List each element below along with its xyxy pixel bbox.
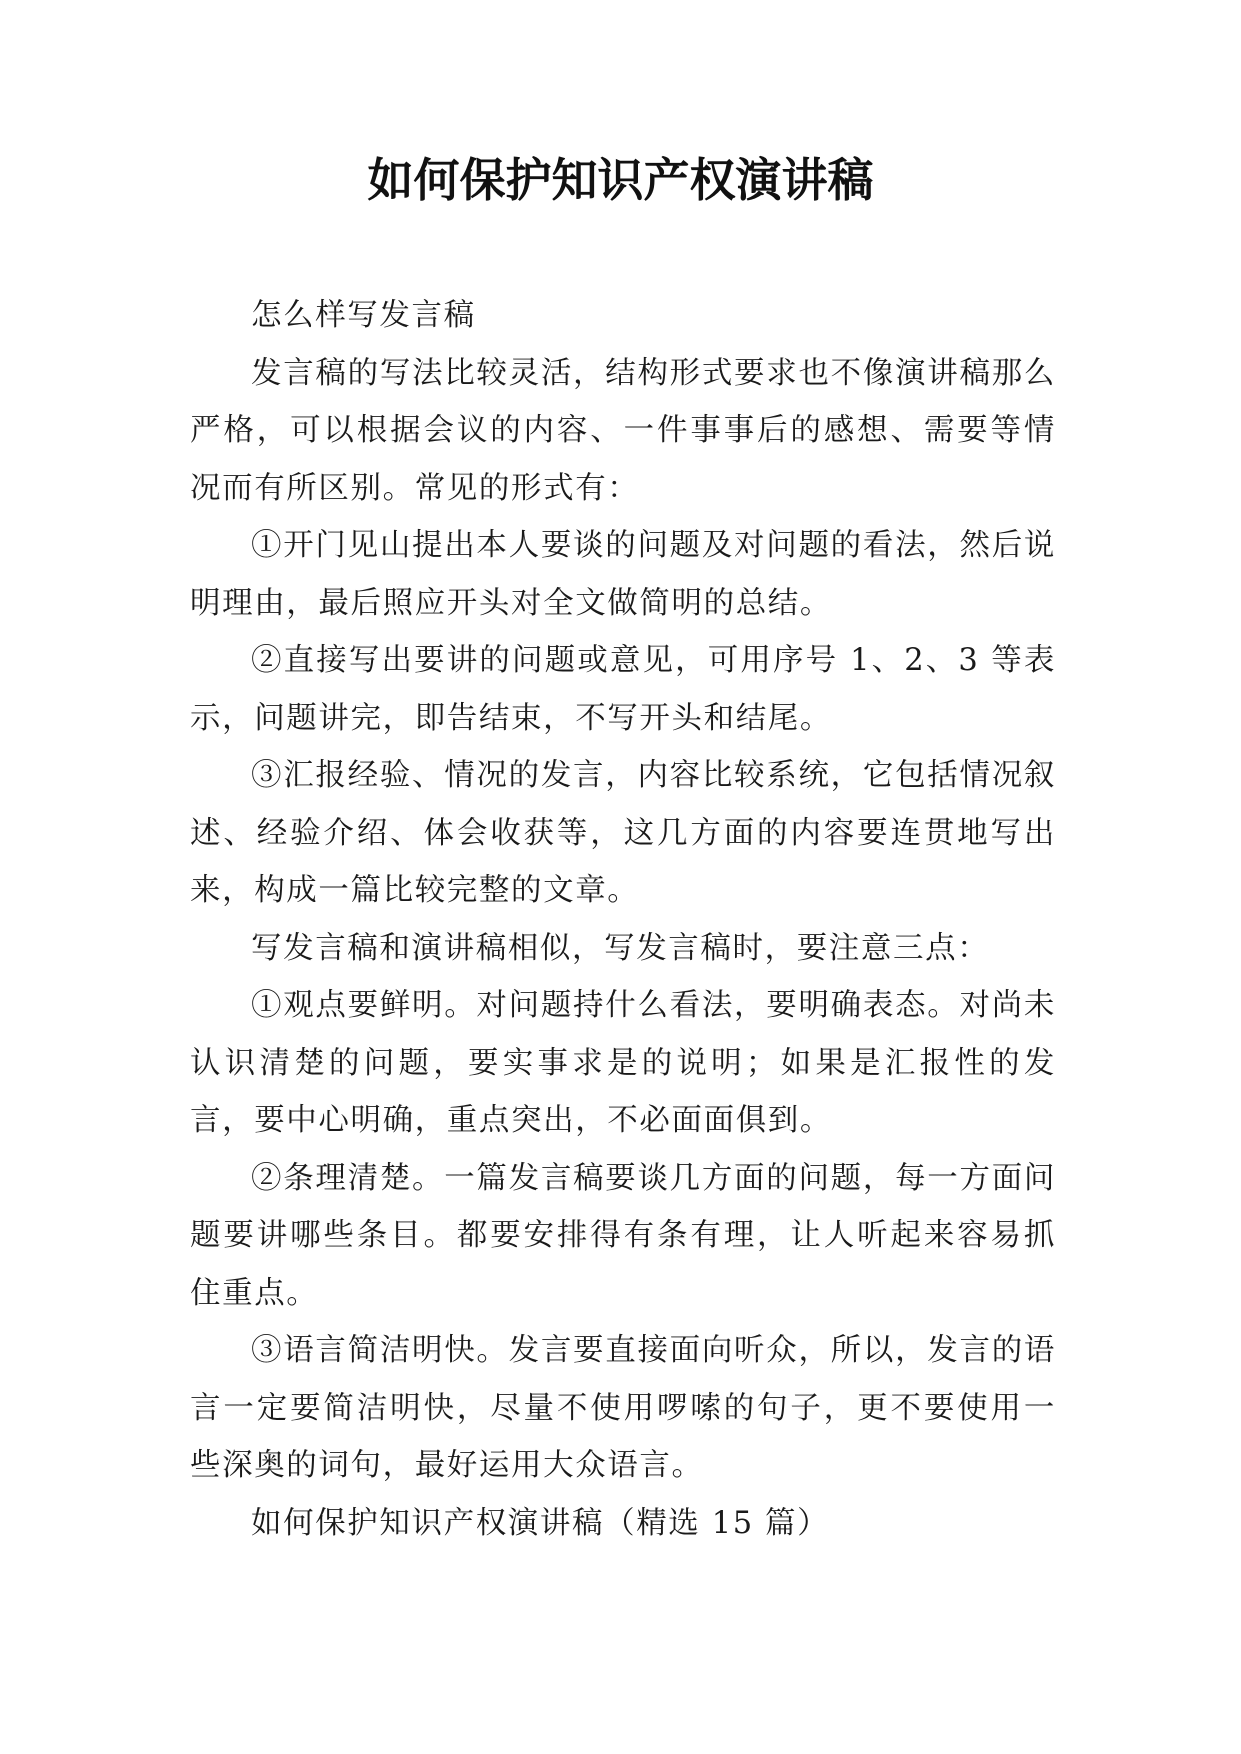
- document-title: 如何保护知识产权演讲稿: [367, 153, 874, 207]
- paragraph: 发言稿的写法比较灵活，结构形式要求也不像演讲稿那么严格，可以根据会议的内容、一件事事后的感想、需要等情况而有所区别。常见的形式有：: [190, 355, 1056, 506]
- paragraph: 写发言稿和演讲稿相似，写发言稿时，要注意三点：: [251, 930, 990, 966]
- list-item: ①观点要鲜明。对问题持什么看法，要明确表态。对尚未认识清楚的问题，要实事求是的说明；如果是汇报性的发言，要中心明确，重点突出，不必面面俱到。: [190, 988, 1056, 1138]
- list-item: ②直接写出要讲的问题或意见，可用序号 1、2、3 等表示，问题讲完，即告结束，不写开头和结尾。: [190, 643, 1056, 736]
- list-item: ②条理清楚。一篇发言稿要谈几方面的问题，每一方面问题要讲哪些条目。都要安排得有条有理，让人听起来容易抓住重点。: [190, 1160, 1056, 1311]
- list-item: ③语言简洁明快。发言要直接面向听众，所以，发言的语言一定要简洁明快，尽量不使用啰嗦的句子，更不要使用一些深奥的词句，最好运用大众语言。: [190, 1333, 1056, 1483]
- section-heading: 怎么样写发言稿: [251, 298, 476, 333]
- section-heading: 如何保护知识产权演讲稿（精选 15 篇）: [251, 1505, 830, 1541]
- document-body: [190, 287, 1056, 1552]
- list-item: ③汇报经验、情况的发言，内容比较系统，它包括情况叙述、经验介绍、体会收获等，这几方面的内容要连贯地写出来，构成一篇比较完整的文章。: [190, 758, 1056, 908]
- list-item: ①开门见山提出本人要谈的问题及对问题的看法，然后说明理由，最后照应开头对全文做简明的总结。: [190, 528, 1056, 621]
